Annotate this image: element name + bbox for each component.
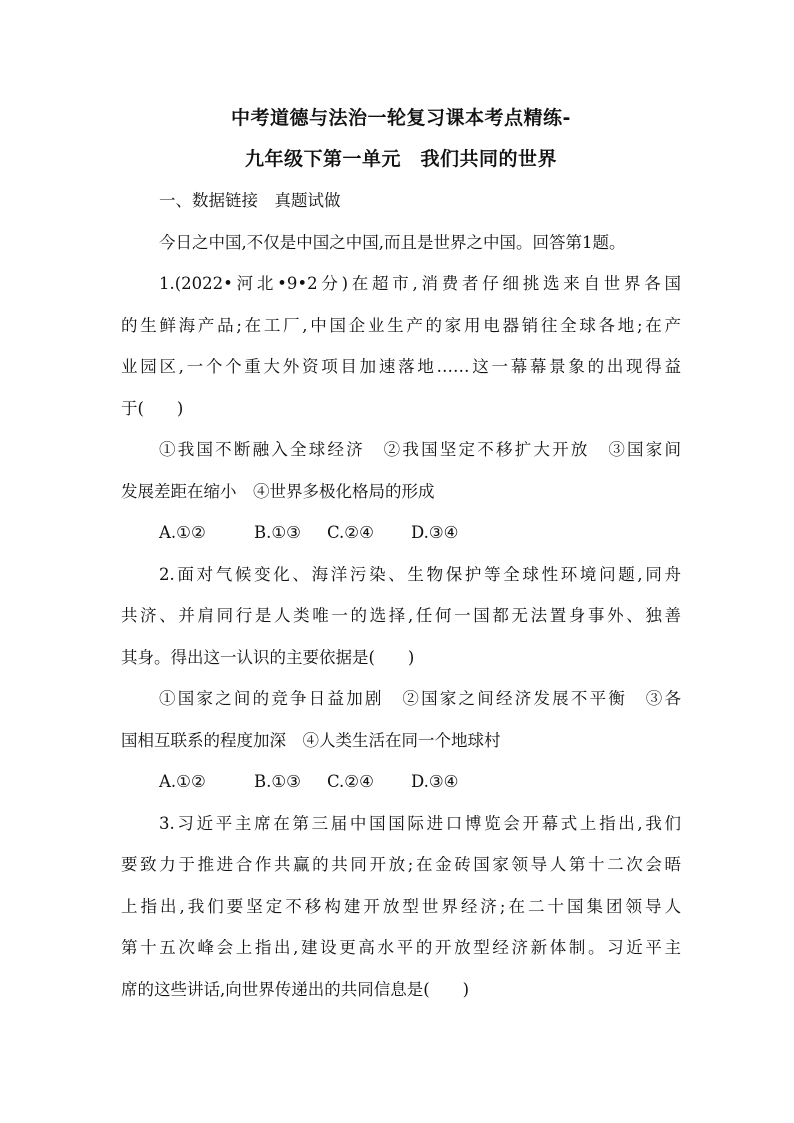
option-a: A.①② [159,523,206,542]
question-1-stem-line: 1.(2022•河北•9•2分)在超市,消费者仔细挑选来自世界各国 [159,274,681,293]
question-3-stem-line: 席的这些讲话,向世界传递出的共同信息是( ) [121,979,470,999]
question-3-stem-line: 第十五次峰会上指出,建设更高水平的开放型经济新体制。习近平主 [121,938,681,957]
document-title-line-2: 九年级下第一单元 我们共同的世界 [244,148,557,170]
question-2-statement-line: 国相互联系的程度加深 ④人类生活在同一个地球村 [121,730,501,750]
question-2 [121,554,681,803]
option-a: A.①② [159,772,206,791]
option-b: B.①③ [254,523,301,542]
question-1-statement-line: ①我国不断融入全球经济 ②我国坚定不移扩大开放 ③国家间 [159,440,681,459]
question-2-stem-line: 其身。得出这一认识的主要依据是( ) [121,647,415,667]
question-1-stem-line: 于( ) [121,398,184,418]
option-c: C.②④ [327,772,374,791]
question-2-stem-line: 2.面对气候变化、海洋污染、生物保护等全球性环境问题,同舟 [159,564,681,584]
question-1 [121,263,681,554]
question-3 [121,803,681,1011]
section-heading: 一、数据链接 真题试做 [159,191,341,210]
question-1-options [121,512,681,554]
document-title-line-1: 中考道德与法治一轮复习课本考点精练- [231,107,571,129]
question-2-stem-line: 共济、并肩同行是人类唯一的选择,任何一国都无法置身事外、独善 [121,606,681,625]
option-b: B.①③ [254,772,301,791]
document-content [121,98,681,1010]
question-3-stem-line: 要致力于推进合作共赢的共同开放;在金砖国家领导人第十二次会晤 [121,855,681,874]
question-1-stem-line: 业园区,一个个重大外资项目加速落地……这一幕幕景象的出现得益 [121,357,681,376]
question-1-stem-line: 的生鲜海产品;在工厂,中国企业生产的家用电器销往全球各地;在产 [121,315,681,335]
intro-paragraph: 今日之中国,不仅是中国之中国,而且是世界之中国。回答第1题。 [159,232,626,252]
option-d: D.③④ [411,523,459,542]
question-3-stem-line: 上指出,我们要坚定不移构建开放型世界经济;在二十国集团领导人 [121,896,681,916]
question-2-options [121,761,681,803]
question-3-stem-line: 3.习近平主席在第三届中国国际进口博览会开幕式上指出,我们 [159,813,681,833]
option-d: D.③④ [411,772,459,791]
option-c: C.②④ [327,523,374,542]
question-2-statement-line: ①国家之间的竞争日益加剧 ②国家之间经济发展不平衡 ③各 [159,689,681,708]
question-1-statement-line: 发展差距在缩小 ④世界多极化格局的形成 [121,481,435,501]
